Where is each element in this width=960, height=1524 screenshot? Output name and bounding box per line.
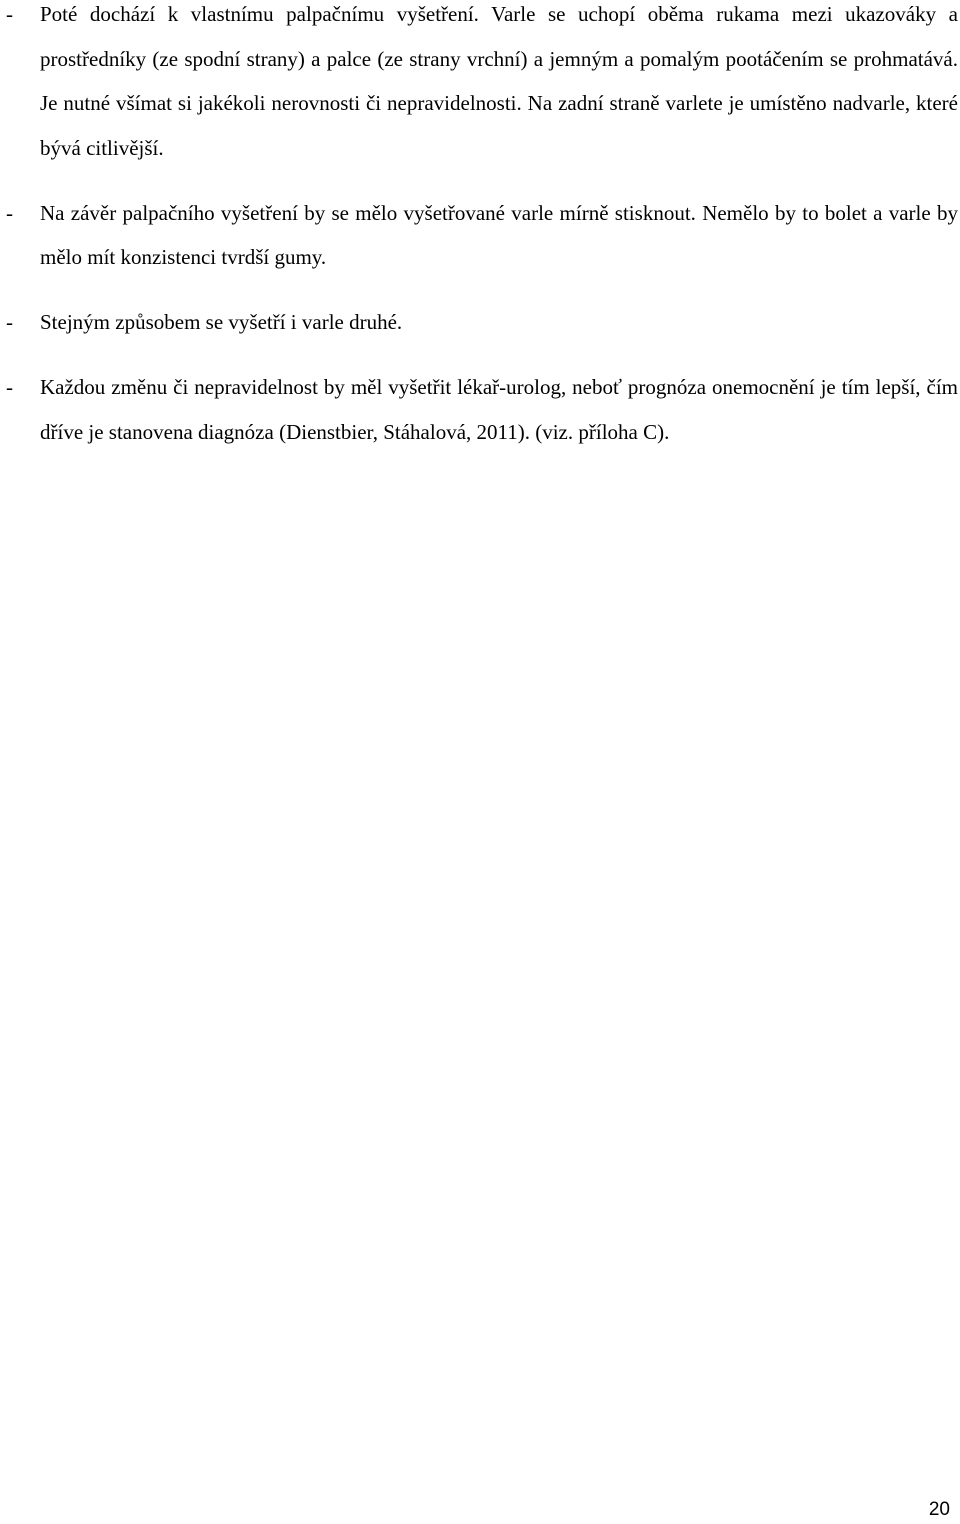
list-item-other-side [0,300,958,345]
list-item-urologist [0,365,958,454]
bullet-dash: - [6,200,13,225]
list-item-text: Poté dochází k vlastnímu palpačnímu vyšetření. Varle se uchopí oběma rukama mezi ukazováky a prostředníky (ze spodní strany) a palce (ze strany vrchní) a jemným a pomalým pootáčením se prohmatává. Je nutné všímat si jakékoli nerovnosti či nepravidelnosti. Na zadní straně varlete je umístěno nadvarle, které bývá citlivější. [40,2,958,160]
bullet-list [0,0,958,454]
list-item-squeeze [0,191,958,280]
list-item-text: Na závěr palpačního vyšetření by se mělo vyšetřované varle mírně stisknout. Nemělo by to bolet a varle by mělo mít konzistenci tvrdší gumy. [40,200,958,269]
list-item-text: Každou změnu či nepravidelnost by měl vyšetřit lékař-urolog, neboť prognóza onemocnění je tím lepší, čím dříve je stanovena diagnóza (Dienstbier, Stáhalová, 2011). (viz. příloha C). [40,375,958,444]
list-item-palpation [0,0,958,170]
bullet-dash: - [6,2,13,26]
page-number: 20 [928,1499,950,1520]
list-item-text: Stejným způsobem se vyšetří i varle druhé. [40,310,403,334]
bullet-dash: - [6,375,13,399]
bullet-dash: - [6,310,13,334]
